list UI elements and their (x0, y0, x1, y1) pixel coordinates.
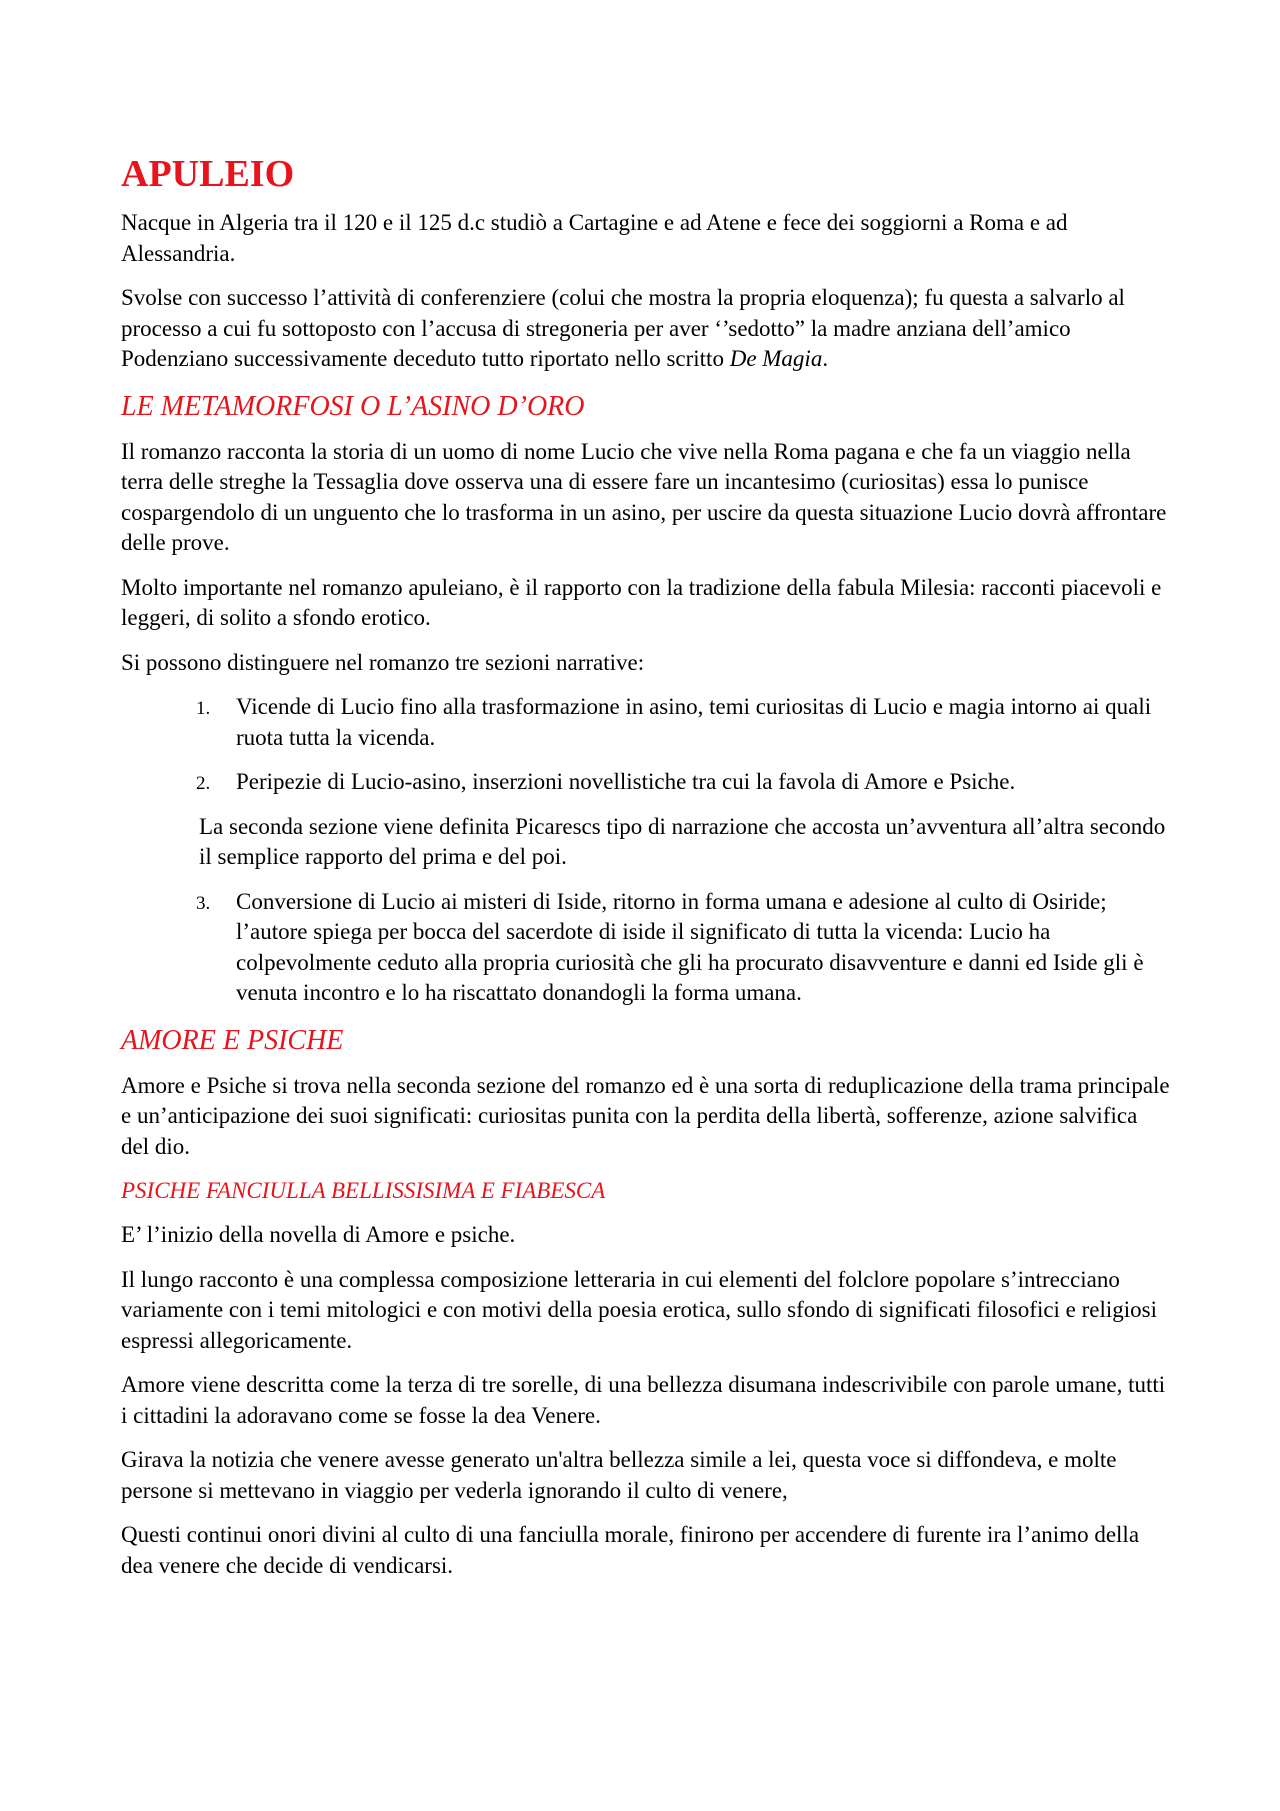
list-item (121, 887, 1171, 1009)
metamorfosi-paragraph-2: Molto importante nel romanzo apuleiano, è il rapporto con la tradizione della fabula Milesia: racconti piacevoli e leggeri, di solito a sfondo erotico. (121, 574, 1162, 630)
intro-paragraph-2-end: . (822, 346, 829, 371)
list-item-number: 3. (196, 892, 211, 914)
list-item-number: 1. (196, 698, 211, 719)
de-magia-title: De Magia (729, 346, 823, 371)
metamorfosi-paragraph-3: Si possono distinguere nel romanzo tre sezioni narrative: (121, 649, 645, 675)
intro-paragraph-2-text: Svolse con successo l’attività di conferenziere (colui che mostra la propria eloquenza); fu questa a salvarlo al processo a cui fu sottoposto con l’accusa di stregoneria per aver ‘’sedotto” la madre anziana dell’amico Podenziano successivamente deceduto tutto riportato nello scritto (121, 285, 1125, 371)
list-item-text: Peripezie di Lucio-asino, inserzioni novellistiche tra cui la favola di Amore e Psiche. (236, 769, 1016, 794)
psiche-paragraph-1: E’ l’inizio della novella di Amore e psiche. (121, 1222, 516, 1247)
heading-psiche-fanciulla: PSICHE FANCIULLA BELLISSISIMA E FIABESCA (121, 1178, 606, 1203)
amore-paragraph-1: Amore e Psiche si trova nella seconda sezione del romanzo ed è una sorta di reduplicazione della trama principale e un’anticipazione dei suoi significati: curiositas punita con la perdita della libertà, sofferenze, azione salvifica del dio. (121, 1072, 1170, 1159)
metamorfosi-paragraph-1: Il romanzo racconta la storia di un uomo di nome Lucio che vive nella Roma pagana e che fa un viaggio nella terra delle streghe la Tessaglia dove osserva una di essere fare un incantesimo (curiositas) essa lo punisce cospargendolo di un unguento che lo trasforma in un asino, per uscire da questa situazione Lucio dovrà affrontare delle prove. (121, 438, 1167, 555)
psiche-paragraph-3: Amore viene descritta come la terza di tre sorelle, di una bellezza disumana indescrivibile con parole umane, tutti i cittadini la adoravano come se fosse la dea Venere. (121, 1372, 1166, 1428)
picaresca-note: La seconda sezione viene definita Picarescs tipo di narrazione che accosta un’avventura all’altra secondo il semplice rapporto del prima e del poi. (199, 813, 1166, 869)
heading-amore-e-psiche: AMORE E PSICHE (121, 1024, 344, 1056)
intro-paragraph-2 (121, 283, 1171, 375)
heading-metamorfosi: LE METAMORFOSI O L’ASINO D’ORO (121, 390, 585, 422)
list-item (121, 692, 1171, 753)
psiche-paragraph-2: Il lungo racconto è una complessa composizione letteraria in cui elementi del folclore popolare s’intrecciano variamente con i temi mitologici e con motivi della poesia erotica, sullo sfondo di significati filosofici e religiosi espressi allegoricamente. (121, 1266, 1158, 1353)
psiche-paragraph-4: Girava la notizia che venere avesse generato un'altra bellezza simile a lei, questa voce si diffondeva, e molte persone si mettevano in viaggio per vederla ignorando il culto di venere, (121, 1447, 1117, 1503)
psiche-paragraph-5: Questi continui onori divini al culto di una fanciulla morale, finirono per accendere di furente ira l’animo della dea venere che decide di vendicarsi. (121, 1522, 1140, 1578)
list-item-text: Conversione di Lucio ai misteri di Iside, ritorno in forma umana e adesione al culto di Osiride; l’autore spiega per bocca del sacerdote di iside il significato di tutta la vicenda: Lucio ha colpevolmente ceduto alla propria curiosità che gli ha procurato disavventure e danni ed Iside gli è venuta incontro e lo ha riscattato donandogli la forma umana. (236, 888, 1144, 1005)
sections-list (121, 692, 1171, 798)
list-item-text: Vicende di Lucio fino alla trasformazione in asino, temi curiositas di Lucio e magia intorno ai quali ruota tutta la vicenda. (236, 694, 1152, 750)
sections-list-continued (121, 887, 1171, 1009)
list-item-number: 2. (196, 773, 211, 794)
list-item (121, 767, 1171, 798)
document-page (121, 150, 1171, 1595)
intro-paragraph-1: Nacque in Algeria tra il 120 e il 125 d.c studiò a Cartagine e ad Atene e fece dei soggiorni a Roma e ad Alessandria. (121, 210, 1068, 266)
page-title: APULEIO (121, 153, 295, 195)
